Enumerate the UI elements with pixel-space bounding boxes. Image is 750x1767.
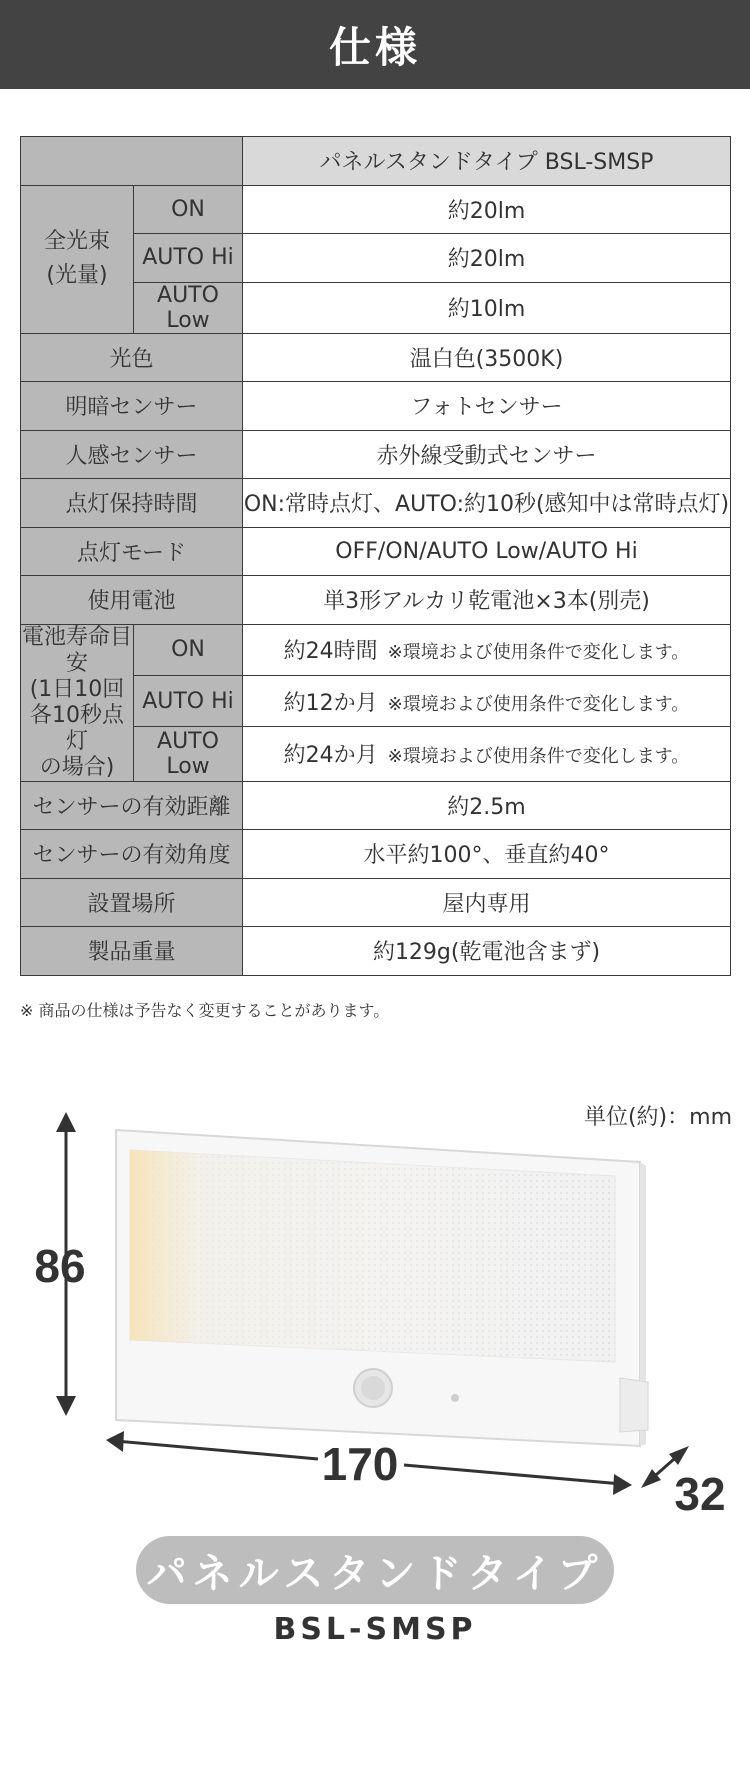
spec-value: 単3形アルカリ乾電池×3本(別売) (243, 576, 731, 625)
spec-value: 約24か月 ※環境および使用条件で変化します。 (243, 727, 731, 781)
page-title: 仕様 (0, 0, 750, 89)
spec-value: 約10lm (243, 282, 731, 333)
mode-label: AUTO Low (134, 282, 243, 333)
battery-life-label: 電池寿命目安 (1日10回 各10秒点灯 の場合) (21, 624, 132, 780)
table-row (21, 927, 731, 976)
mode-label: AUTO Hi (134, 675, 243, 726)
unit-label: 単位(約)：mm (583, 1105, 732, 1130)
spec-value: OFF/ON/AUTO Low/AUTO Hi (243, 527, 731, 576)
spec-value: 約20lm (243, 185, 731, 234)
spec-table (20, 136, 731, 976)
table-row (21, 781, 731, 830)
table-row (21, 333, 731, 382)
spec-label: 光色 (21, 333, 243, 382)
product-image (116, 1130, 648, 1446)
spec-value: 約24時間 ※環境および使用条件で変化します。 (243, 624, 731, 675)
condition-note: ※環境および使用条件で変化します。 (387, 693, 690, 715)
table-row (21, 576, 731, 625)
product-type-badge: パネルスタンドタイプ (136, 1536, 614, 1604)
spec-value: 赤外線受動式センサー (243, 430, 731, 479)
table-row (21, 878, 731, 927)
spec-value: 水平約100°、垂直約40° (243, 830, 731, 879)
spec-label: 製品重量 (21, 927, 243, 976)
spec-label: センサーの有効角度 (21, 830, 243, 879)
table-row (21, 830, 731, 879)
spec-value: 約12か月 ※環境および使用条件で変化します。 (243, 675, 731, 726)
condition-note: ※環境および使用条件で変化します。 (387, 746, 690, 768)
table-row (21, 479, 731, 528)
table-row (21, 527, 731, 576)
table-header-row (21, 137, 731, 186)
spec-value: 約20lm (243, 234, 731, 283)
light-sensor-icon (451, 1394, 459, 1402)
mode-label: AUTO Low (134, 727, 243, 781)
spec-value: 約2.5m (243, 781, 731, 830)
spec-label: センサーの有効距離 (21, 781, 243, 830)
mode-label: AUTO Hi (134, 234, 243, 283)
spec-value: 屋内専用 (243, 878, 731, 927)
spec-value: フォトセンサー (243, 382, 731, 431)
table-row (21, 624, 731, 675)
footnote: ※ 商品の仕様は予告なく変更することがあります。 (20, 1001, 390, 1020)
luminous-flux-label: 全光束 (光量) (21, 185, 134, 333)
model-number: BSL-SMSP (273, 1612, 477, 1647)
spec-label: 設置場所 (21, 878, 243, 927)
height-dimension: 86 (34, 1240, 86, 1292)
mode-label: ON (134, 624, 243, 675)
spec-label: 使用電池 (21, 576, 243, 625)
spec-label: 明暗センサー (21, 382, 243, 431)
dimension-diagram (0, 1100, 750, 1530)
condition-note: ※環境および使用条件で変化します。 (387, 642, 690, 664)
spec-label: 人感センサー (21, 430, 243, 479)
table-row (21, 185, 731, 234)
spec-value: ON:常時点灯、AUTO:約10秒(感知中は常時点灯) (243, 479, 731, 528)
table-row (21, 382, 731, 431)
table-row (21, 430, 731, 479)
depth-dimension: 32 (674, 1468, 726, 1520)
width-dimension: 170 (321, 1438, 399, 1490)
spec-value: 温白色(3500K) (243, 333, 731, 382)
spec-value: 約129g(乾電池含まず) (243, 927, 731, 976)
spec-label: 点灯モード (21, 527, 243, 576)
mode-label: ON (134, 185, 243, 234)
column-header: パネルスタンドタイプ BSL-SMSP (243, 137, 731, 186)
table-corner-cell (21, 137, 243, 186)
spec-label: 点灯保持時間 (21, 479, 243, 528)
